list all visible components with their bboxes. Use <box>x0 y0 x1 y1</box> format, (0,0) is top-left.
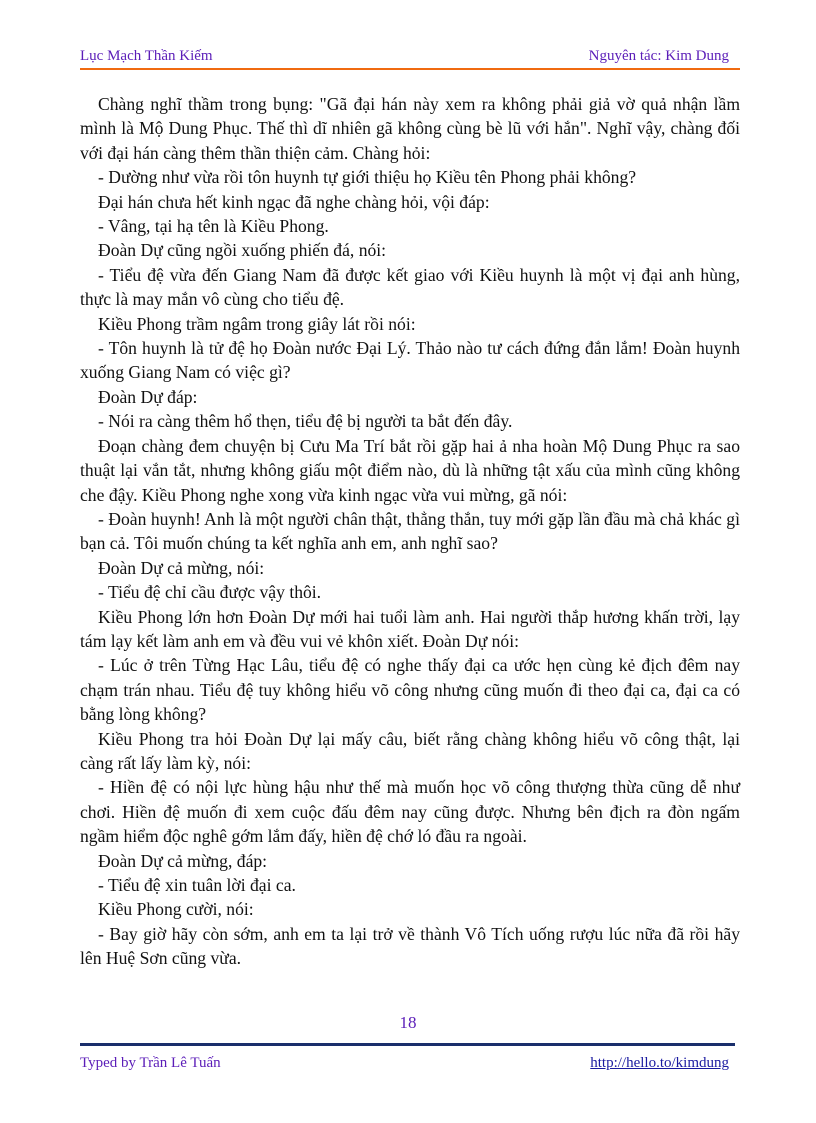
paragraph: Đoàn Dự cả mừng, đáp: <box>98 850 268 871</box>
paragraph: - Đoàn huynh! Anh là một người chân thật, thẳng thắn, tuy mới gặp lần đầu mà chả khác gì bạn cả. Tôi muốn chúng ta kết nghĩa anh em, anh nghĩ sao? <box>80 508 740 554</box>
paragraph: Đại hán chưa hết kinh ngạc đã nghe chàng hỏi, vội đáp: <box>98 191 490 212</box>
page-number: 18 <box>399 1013 417 1032</box>
paragraph: Kiều Phong tra hỏi Đoàn Dự lại mấy câu, biết rằng chàng không hiểu võ công thật, lại càng rất lấy làm kỳ, nói: <box>80 728 740 773</box>
page-header <box>80 48 729 68</box>
header-divider <box>80 68 740 70</box>
paragraph: - Nói ra càng thêm hổ thẹn, tiểu đệ bị người ta bắt đến đây. <box>98 411 513 432</box>
book-title: Lục Mạch Thần Kiếm <box>80 48 213 64</box>
paragraph: - Bay giờ hãy còn sớm, anh em ta lại trở về thành Vô Tích uống rượu lúc nữa đã rồi hãy lên Huệ Sơn cũng vừa. <box>80 923 740 969</box>
paragraph: - Tiểu đệ vừa đến Giang Nam đã được kết giao với Kiều huynh là một vị đại anh hùng, thực là may mắn vô cùng cho tiểu đệ. <box>80 264 740 310</box>
paragraph: Đoạn chàng đem chuyện bị Cưu Ma Trí bắt rồi gặp hai ả nha hoàn Mộ Dung Phục ra sao thuật lại vắn tắt, nhưng không giấu một điểm nào, dù là những tật xấu của mình cũng không che đậy. Kiều Phong nghe xong vừa kinh ngạc vừa vui mừng, gã nói: <box>80 435 740 505</box>
website-link[interactable]: http://hello.to/kimdung <box>590 1055 729 1071</box>
footer-divider <box>80 1043 735 1046</box>
paragraph: Đoàn Dự cả mừng, nói: <box>98 557 265 578</box>
paragraph: - Tiểu đệ xin tuân lời đại ca. <box>98 875 296 895</box>
paragraph: - Tôn huynh là tử đệ họ Đoàn nước Đại Lý. Thảo nào tư cách đứng đắn lắm! Đoàn huynh xuống Giang Nam có việc gì? <box>80 338 740 383</box>
paragraph: Kiều Phong trầm ngâm trong giây lát rồi nói: <box>98 313 416 334</box>
paragraph: - Lúc ở trên Từng Hạc Lâu, tiểu đệ có nghe thấy đại ca ước hẹn cùng kẻ địch đêm nay chạm trán nhau. Tiểu đệ tuy không hiểu võ công nhưng cũng muốn đi theo đại ca, đại ca có bằng lòng không? <box>80 655 740 725</box>
paragraph: Đoàn Dự cũng ngồi xuống phiến đá, nói: <box>98 240 387 261</box>
paragraph: - Tiểu đệ chỉ cầu được vậy thôi. <box>98 582 322 603</box>
paragraph: Chàng nghĩ thầm trong bụng: "Gã đại hán này xem ra không phải giả vờ quả nhận lầm mình là Mộ Dung Phục. Thế thì dĩ nhiên gã không cùng bè lũ với hắn". Nghĩ vậy, chàng đối với đại hán càng thêm thần thiện cảm. Chàng hỏi: <box>80 94 740 163</box>
paragraph: - Dường như vừa rồi tôn huynh tự giới thiệu họ Kiều tên Phong phải không? <box>98 167 637 188</box>
paragraph: Kiều Phong cười, nói: <box>98 899 254 920</box>
paragraph: Kiều Phong lớn hơn Đoàn Dự mới hai tuổi làm anh. Hai người thắp hương khấn trời, lạy tám lạy kết làm anh em và đều vui vẻ khôn xiết. Đoàn Dự nói: <box>80 606 740 651</box>
page-footer <box>80 1055 729 1075</box>
paragraph: Đoàn Dự đáp: <box>98 386 198 407</box>
paragraph: - Hiền đệ có nội lực hùng hậu như thế mà muốn học võ công thượng thừa cũng dễ như chơi. Hiền đệ muốn đi xem cuộc đấu đêm nay cũng được. Nhưng bên địch ra đòn ngấm ngầm hiểm độc nghê gớm lắm đấy, hiền đệ chớ ló đầu ra ngoài. <box>80 777 740 847</box>
typist-credit: Typed by Trần Lê Tuấn <box>80 1055 221 1071</box>
page-body <box>80 92 740 971</box>
author-credit: Nguyên tác: Kim Dung <box>588 48 729 64</box>
paragraph: - Vâng, tại hạ tên là Kiều Phong. <box>98 216 329 237</box>
